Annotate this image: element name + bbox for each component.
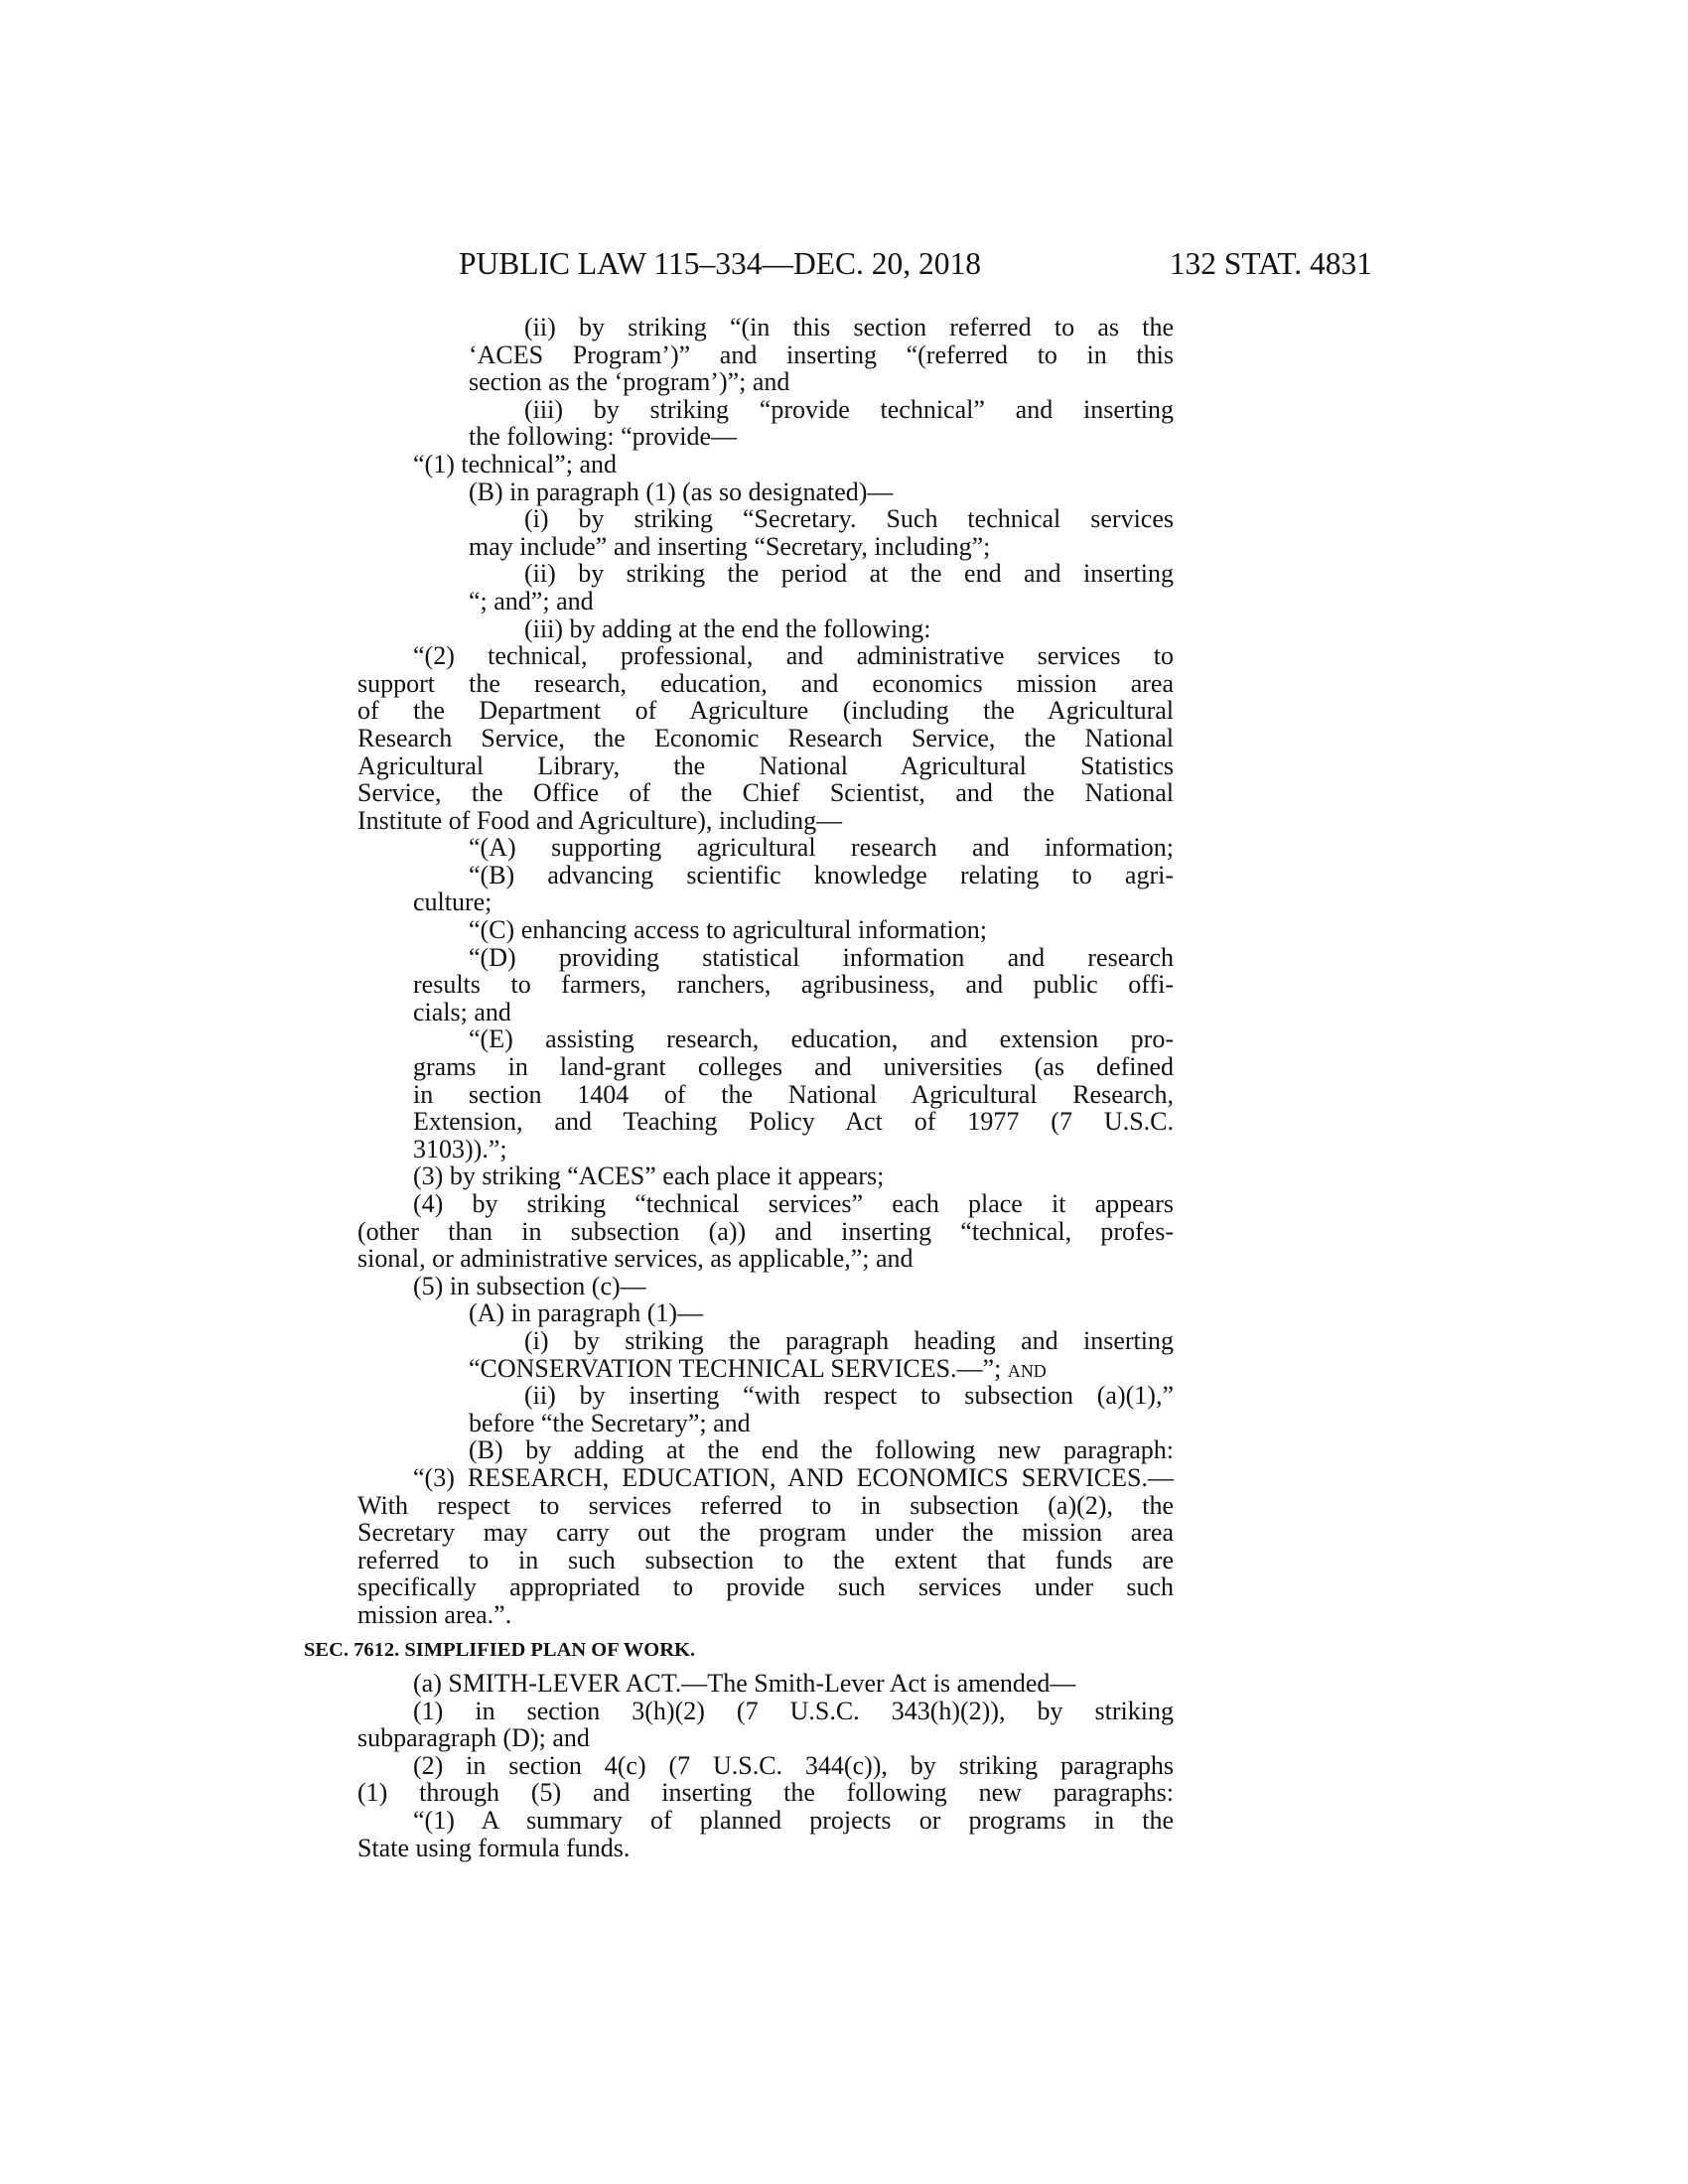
running-header xyxy=(459,244,1372,284)
text-line: (ii) by striking the period at the end and inserting xyxy=(524,559,1174,589)
text-line: Secretary may carry out the program under the mission area xyxy=(357,1518,1174,1548)
text-line: (1) through (5) and inserting the following new paragraphs: xyxy=(357,1778,1174,1808)
text-line: support the research, education, and economics mission area xyxy=(357,668,1174,698)
text-line: “(D) providing statistical information and research xyxy=(469,942,1174,972)
text-line: (a) SMITH-LEVER ACT.—The Smith-Lever Act is amended— xyxy=(413,1669,1076,1699)
text-line: Agricultural Library, the National Agricultural Statistics xyxy=(357,751,1174,780)
text-line: “(A) supporting agricultural research and information; xyxy=(469,833,1174,863)
text-line: culture; xyxy=(413,887,492,917)
text-line: Research Service, the Economic Research Service, the National xyxy=(357,723,1174,752)
text-line: (4) by striking “technical services” each place it appears xyxy=(413,1189,1174,1218)
text-line: section as the ‘program’)”; and xyxy=(469,367,790,397)
text-line: (ii) by striking “(in this section referred to as the xyxy=(524,313,1174,341)
text-line: (ii) by inserting “with respect to subsection (a)(1),” xyxy=(524,1381,1174,1411)
text-line: (other than in subsection (a)) and inserting “technical, profes- xyxy=(357,1216,1174,1246)
text-line: referred to in such subsection to the extent that funds are xyxy=(357,1545,1174,1574)
text-line: (1) in section 3(h)(2) (7 U.S.C. 343(h)(2)), by striking xyxy=(413,1696,1174,1725)
text-line: 3103)).”; xyxy=(413,1134,507,1163)
text-line: Service, the Office of the Chief Scientist, and the National xyxy=(357,778,1174,808)
text-line: (3) by striking “ACES” each place it appears; xyxy=(413,1161,885,1191)
text-line: “(1) A summary of planned projects or programs in the xyxy=(413,1806,1174,1836)
text-line: mission area.”. xyxy=(357,1599,512,1629)
text-line: (2) in section 4(c) (7 U.S.C. 344(c)), by striking paragraphs xyxy=(413,1750,1174,1780)
text-line: State using formula funds. xyxy=(357,1833,631,1862)
text-line: ‘ACES Program’)” and inserting “(referred to in this xyxy=(469,340,1174,369)
text-line: (B) by adding at the end the following new paragraph: xyxy=(469,1435,1174,1465)
text-line: (5) in subsection (c)— xyxy=(413,1271,646,1300)
text-line: (B) in paragraph (1) (as so designated)— xyxy=(469,477,894,506)
text-line: before “the Secretary”; and xyxy=(469,1408,751,1437)
text-line: (i) by striking the paragraph heading and inserting xyxy=(524,1325,1174,1355)
statute-page-number: 132 STAT. 4831 xyxy=(1169,246,1372,281)
section-heading: SEC. 7612. SIMPLIFIED PLAN OF WORK. xyxy=(304,1638,696,1661)
text-line: in section 1404 of the National Agricultural Research, xyxy=(413,1079,1174,1109)
text-line: With respect to services referred to in subsection (a)(2), the xyxy=(357,1490,1174,1520)
text-line: cials; and xyxy=(413,997,511,1026)
text-line: (iii) by striking “provide technical” and inserting xyxy=(524,394,1174,424)
text-line: subparagraph (D); and xyxy=(357,1723,590,1753)
public-law-citation: PUBLIC LAW 115–334—DEC. 20, 2018 xyxy=(459,246,981,281)
text-line: Institute of Food and Agriculture), including— xyxy=(357,805,843,835)
text-line: results to farmers, ranchers, agribusiness, and public offi- xyxy=(413,970,1174,1000)
text-line: grams in land-grant colleges and universities (as defined xyxy=(413,1052,1174,1082)
text-line: “(E) assisting research, education, and extension pro- xyxy=(469,1024,1174,1054)
text-line: sional, or administrative services, as applicable,”; and xyxy=(357,1244,914,1274)
text-line: may include” and inserting “Secretary, including”; xyxy=(469,531,991,561)
text-line: “CONSERVATION TECHNICAL SERVICES.—”; and xyxy=(469,1353,1047,1383)
text-line: “(2) technical, professional, and administrative services to xyxy=(413,641,1174,671)
text-line: “(B) advancing scientific knowledge relating to agri- xyxy=(469,860,1174,889)
text-line: (A) in paragraph (1)— xyxy=(469,1298,704,1328)
text-line: of the Department of Agriculture (including the Agricultural xyxy=(357,696,1174,726)
text-line: “(1) technical”; and xyxy=(413,449,617,478)
text-line: “(C) enhancing access to agricultural information; xyxy=(469,915,987,945)
document-body xyxy=(304,313,1174,1862)
text-line: (iii) by adding at the end the following: xyxy=(524,614,931,643)
text-line: “(3) RESEARCH, EDUCATION, AND ECONOMICS SERVICES.— xyxy=(413,1462,1174,1492)
text-line: the following: “provide— xyxy=(469,422,738,452)
text-line: “; and”; and xyxy=(469,586,594,615)
text-line: (i) by striking “Secretary. Such technical services xyxy=(524,504,1174,534)
text-line: specifically appropriated to provide such services under such xyxy=(357,1572,1174,1602)
text-line: Extension, and Teaching Policy Act of 1977 (7 U.S.C. xyxy=(413,1107,1174,1137)
